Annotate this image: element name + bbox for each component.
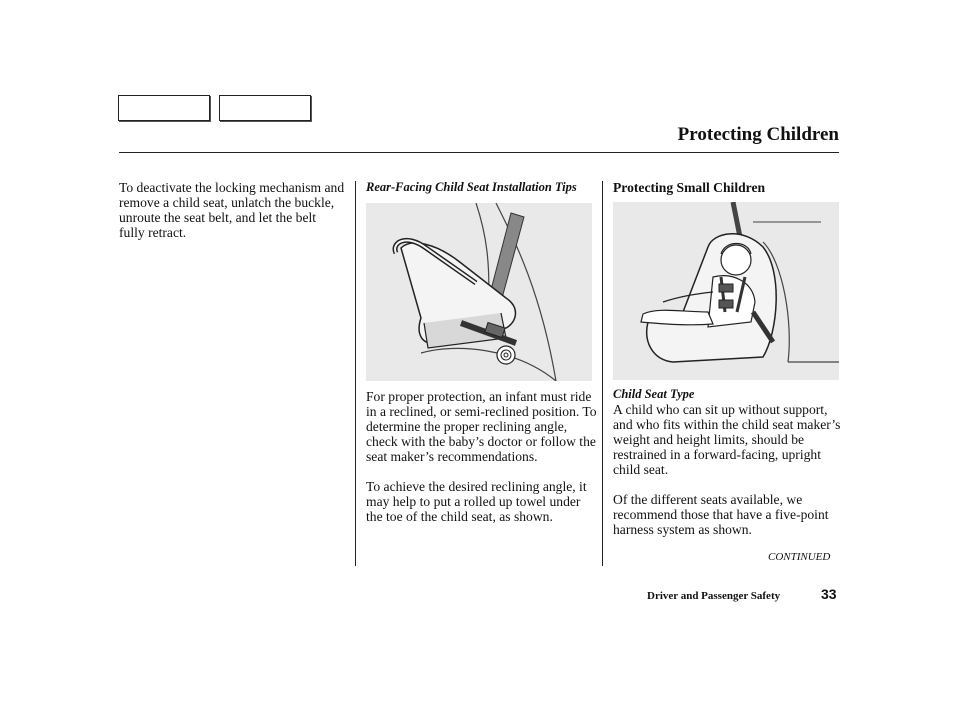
footer-section-title: Driver and Passenger Safety bbox=[647, 590, 781, 602]
column-middle bbox=[366, 180, 598, 524]
page-title: Protecting Children bbox=[677, 124, 839, 145]
previous-page-button[interactable] bbox=[118, 95, 210, 121]
title-divider bbox=[119, 152, 839, 153]
column-right bbox=[613, 180, 841, 537]
small-children-heading: Protecting Small Children bbox=[613, 180, 766, 195]
deactivate-paragraph: To deactivate the locking mechanism and remove a child seat, unlatch the buckle, unroute the seat belt, and let the belt fully retract. bbox=[119, 180, 345, 240]
next-page-button[interactable] bbox=[219, 95, 311, 121]
column-divider bbox=[602, 181, 603, 566]
continued-label: CONTINUED bbox=[768, 551, 831, 563]
page-number: 33 bbox=[821, 586, 837, 602]
sit-up-paragraph: A child who can sit up without support, and who fits within the child seat maker’s weight and height limits, should be restrained in a forward-facing, upright child seat. bbox=[613, 402, 841, 477]
reclined-paragraph: For proper protection, an infant must ride in a reclined, or semi-reclined position. To determine the proper reclining angle, check with the baby’s doctor or follow the seat maker’s recommendations. bbox=[366, 389, 597, 464]
rear-facing-seat-illustration bbox=[366, 203, 592, 381]
forward-facing-seat-illustration bbox=[613, 202, 839, 380]
column-divider bbox=[355, 181, 356, 566]
towel-paragraph: To achieve the desired reclining angle, it may help to put a rolled up towel under the toe of the child seat, as shown. bbox=[366, 479, 587, 524]
installation-tips-heading: Rear-Facing Child Seat Installation Tips bbox=[366, 180, 577, 194]
column-left bbox=[119, 180, 345, 240]
child-seat-type-caption: Child Seat Type bbox=[613, 387, 695, 401]
harness-paragraph: Of the different seats available, we recommend those that have a five-point harness system as shown. bbox=[613, 492, 829, 537]
